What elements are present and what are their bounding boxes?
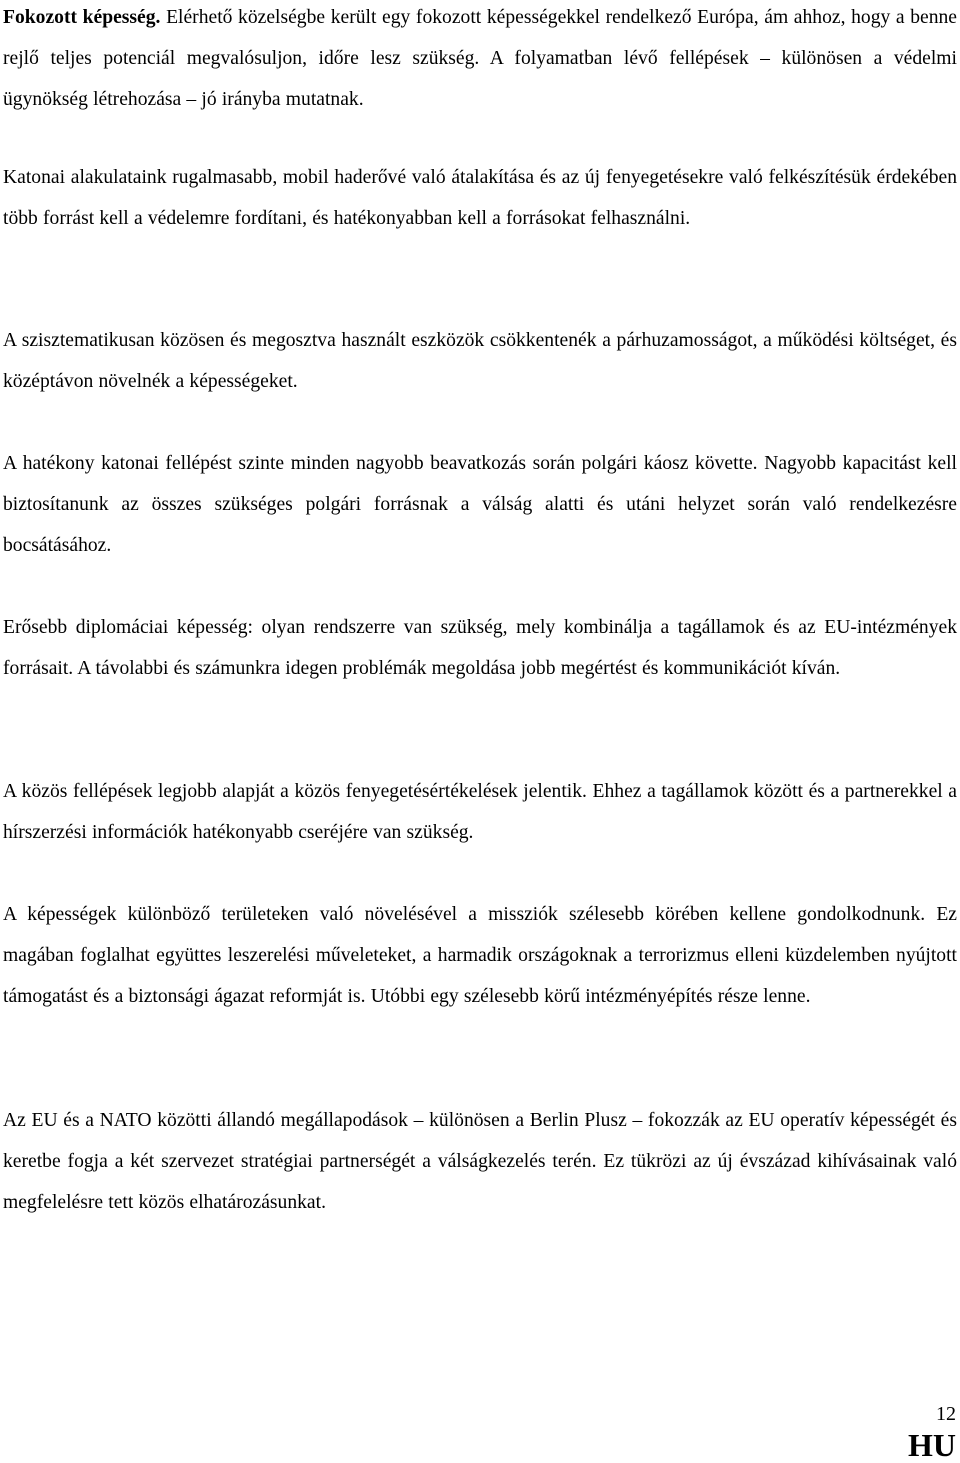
paragraph-threat-assessment: A közös fellépések legjobb alapját a közös fenyegetésértékelések jelentik. Ehhez a tagállamok között és a partnerekkel a hírszerzési információk hatékonyabb cseréjére van szükség. [3,781,957,844]
paragraph-military-forces: Katonai alakulataink rugalmasabb, mobil haderővé való átalakítása és az új fenyegetésekre való felkészítésük érdekében több forrást kell a védelemre fordítani, és hatékonyabban kell a forrásokat felhasználni. [3,167,957,230]
paragraph-eu-nato: Az EU és a NATO közötti állandó megállapodások – különösen a Berlin Plusz – fokozzák az EU operatív képességét és keretbe fogja a két szervezet stratégiai partnerségét a válságkezelés terén. Ez tükrözi az új évszázad kihívásainak való megfelelésre tett közös elhatározásunkat. [3,1110,957,1214]
paragraph-lead: Fokozott képesség. [3,7,161,28]
paragraph-text: Elérhető közelségbe került egy fokozott képességekkel rendelkező Európa, ám ahhoz, hogy a benne rejlő teljes potenciál megvalósuljon, időre lesz szükség. A folyamatban lévő fellépések – különösen a védelmi ügynökség létrehozása – jó irányba mutatnak. [3,7,958,111]
paragraph-diplomatic-capability: Erősebb diplomáciai képesség: olyan rendszerre van szükség, mely kombinálja a tagállamok és az EU-intézmények forrásait. A távolabbi és számunkra idegen problémák megoldása jobb megértést és kommunikációt kíván. [3,617,957,680]
paragraph-mission-range: A képességek különböző területeken való növelésével a missziók szélesebb körében kellene gondolkodnunk. Ez magában foglalhat együttes leszerelési műveleteket, a harmadik országoknak a terrorizmus elleni küzdelemben nyújtott támogatást és a biztonsági ágazat reformját is. Utóbbi egy szélesebb körű intézményépítés része lenne. [3,904,957,1008]
paragraph-civil-capacity: A hatékony katonai fellépést szinte minden nagyobb beavatkozás során polgári káosz követte. Nagyobb kapacitást kell biztosítanunk az összes szükséges polgári forrásnak a válság alatti és utáni helyzet során való rendelkezésre bocsátásához. [3,453,957,557]
language-code: HU [908,1427,956,1463]
paragraph-shared-assets: A szisztematikusan közösen és megosztva használt eszközök csökkentenék a párhuzamosságot, a működési költséget, és középtávon növelnék a képességeket. [3,330,957,393]
paragraph-enhanced-capability [3,0,957,121]
page-number: 12 [936,1403,956,1425]
